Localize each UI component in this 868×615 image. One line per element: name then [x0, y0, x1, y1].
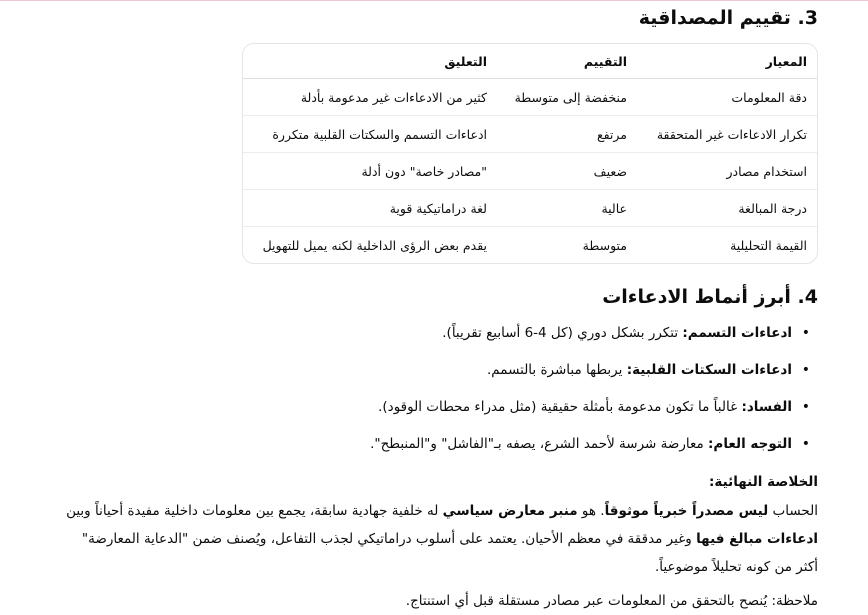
table-cell-criterion: استخدام مصادر [637, 153, 817, 190]
table-row [243, 190, 817, 227]
table-cell-comment: "مصادر خاصة" دون أدلة [243, 153, 497, 190]
patterns-list [370, 319, 818, 467]
conclusion-text: الحساب [768, 503, 818, 519]
table-row [243, 227, 817, 264]
table-cell-rating: عالية [497, 190, 637, 227]
pattern-label: ادعاءات السكتات القلبية: [626, 362, 792, 378]
table-cell-comment: ادعاءات التسمم والسكتات القلبية متكررة [243, 116, 497, 153]
conclusion-emphasis: ليس مصدراً خبرياً موثوقاً [604, 503, 769, 519]
column-header-rating: التقييم [497, 44, 637, 79]
pattern-text: غالباً ما تكون مدعومة بأمثلة حقيقية (مثل مدراء محطات الوقود). [378, 399, 742, 415]
conclusion-text: . هو [577, 503, 605, 519]
conclusion-emphasis: ادعاءات مبالغ فيها [696, 531, 818, 547]
conclusion-text: له خلفية جهادية سابقة، يجمع بين معلومات داخلية مفيدة أحياناً وبين [66, 503, 443, 519]
pattern-text: يربطها مباشرة بالتسمم. [487, 362, 627, 378]
truncated-next-line: ملاحظة: يُنصح بالتحقق من المعلومات عبر مصادر مستقلة قبل أي استنتاج. [405, 593, 818, 609]
table-cell-criterion: دقة المعلومات [637, 79, 817, 116]
section-heading-credibility: 3. تقييم المصداقية [638, 7, 818, 29]
pattern-label: ادعاءات التسمم: [682, 325, 792, 341]
table-row [243, 79, 817, 116]
conclusion-title: الخلاصة النهائية: [709, 474, 818, 490]
table-cell-criterion: درجة المبالغة [637, 190, 817, 227]
list-item [370, 430, 810, 467]
table-cell-criterion: تكرار الادعاءات غير المتحققة [637, 116, 817, 153]
list-item [370, 319, 810, 356]
top-border-line [0, 0, 868, 1]
column-header-criterion: المعيار [637, 44, 817, 79]
conclusion-text: وغير مدققة في معظم الأحيان. يعتمد على أسلوب دراماتيكي لجذب التفاعل، ويُصنف ضمن "الدعاية المعارضة" أكثر من كونه تحليلاً موضوعياً. [81, 531, 818, 575]
table-header-row [243, 44, 817, 79]
pattern-label: التوجه العام: [708, 436, 792, 452]
table-row [243, 153, 817, 190]
list-item [370, 393, 810, 430]
credibility-table [243, 44, 817, 263]
conclusion-emphasis: منبر معارض سياسي [442, 503, 578, 519]
bullet-icon: • [801, 436, 810, 452]
column-header-comment: التعليق [243, 44, 497, 79]
table-cell-rating: مرتفع [497, 116, 637, 153]
pattern-text: تتكرر بشكل دوري (كل 4-6 أسابيع تقريباً). [442, 325, 683, 341]
table-cell-comment: كثير من الادعاءات غير مدعومة بأدلة [243, 79, 497, 116]
table-cell-comment: لغة دراماتيكية قوية [243, 190, 497, 227]
table-cell-rating: منخفضة إلى متوسطة [497, 79, 637, 116]
table-row [243, 116, 817, 153]
conclusion-paragraph [58, 497, 818, 581]
list-item [370, 356, 810, 393]
pattern-text: معارضة شرسة لأحمد الشرع، يصفه بـ"الفاشل" و"المنبطح". [370, 436, 709, 452]
table-cell-comment: يقدم بعض الرؤى الداخلية لكنه يميل للتهويل [262, 237, 487, 253]
bullet-icon: • [801, 362, 810, 378]
table-cell-rating: متوسطة [582, 237, 627, 253]
bullet-icon: • [801, 399, 810, 415]
section-heading-patterns: 4. أبرز أنماط الادعاءات [602, 286, 818, 308]
bullet-icon: • [801, 325, 810, 341]
pattern-label: الفساد: [741, 399, 792, 415]
table-cell-rating: ضعيف [497, 153, 637, 190]
table-cell-criterion: القيمة التحليلية [730, 237, 807, 253]
credibility-table-container [242, 43, 818, 264]
